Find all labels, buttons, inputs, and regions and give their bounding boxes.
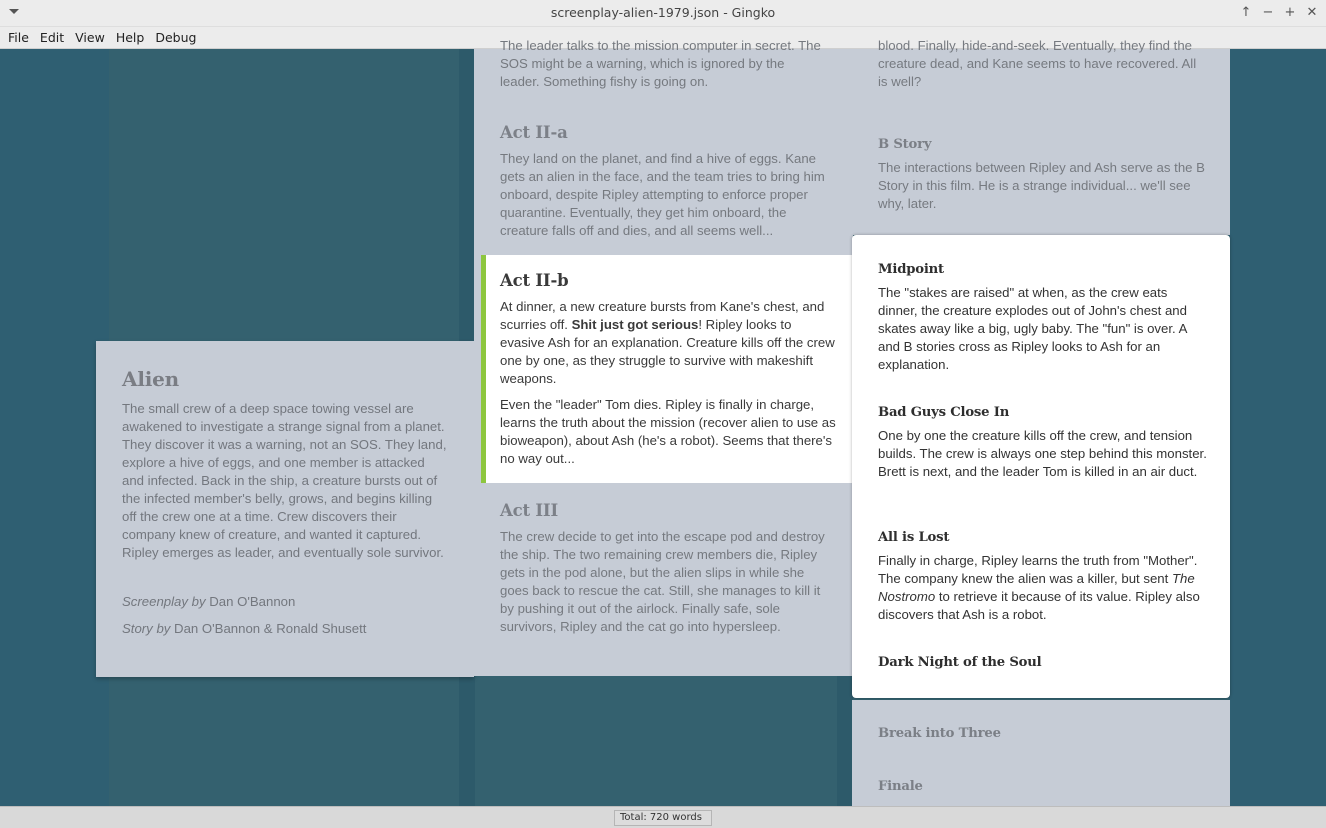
card-title: Alien [122, 367, 179, 391]
card-b-story[interactable] [878, 137, 1206, 213]
credit-label: Screenplay by [122, 594, 206, 609]
text-run: At dinner, a new creature bursts from Kane's chest, and scurries off. [500, 299, 825, 332]
card-body: They land on the planet, and find a hive of eggs. Kane gets an alien in the face, and the team tries to bring him onboard, despite Ripley attempting to enforce proper quarantine. Eventually, they get him onboard, the creature falls off and dies, and all seems well... [500, 151, 825, 238]
column-beats-top [852, 38, 1230, 235]
card-body: The interactions between Ripley and Ash serve as the B Story in this film. He is a strange individual... we'll see why, later. [878, 160, 1205, 211]
menu-debug[interactable]: Debug [155, 30, 197, 45]
column-beats-bottom [852, 700, 1230, 806]
card-title: All is Lost [878, 530, 950, 545]
card-body [878, 552, 1208, 624]
keep-above-icon[interactable]: ↑ [1240, 5, 1252, 20]
card-root-alien[interactable] [96, 341, 474, 677]
card-act-3[interactable] [500, 501, 826, 636]
card-body: One by one the creature kills off the crew, and tension builds. The crew is always one step behind this monster. Brett is next, and the leader Tom is killed in an air duct. [878, 428, 1207, 479]
window-controls [1238, 4, 1320, 22]
maximize-icon[interactable]: + [1284, 5, 1296, 20]
title-bar [0, 0, 1326, 27]
card-title: Act III [500, 501, 558, 520]
credit-story [122, 620, 448, 638]
menu-view[interactable]: View [75, 30, 105, 45]
text-run: to retrieve it because of its value. Ripley also discovers that Ash is a robot. [878, 589, 1200, 622]
card-title: Act II-b [500, 271, 569, 290]
card-body: The crew decide to get into the escape pod and destroy the ship. The two remaining crew members die, Ripley gets in the pod alone, but the alien slips in while she goes back to rescue the cat. Still, she manages to kill it by pushing it out of the airlock. Finally safe, sole survivors, Ripley and the cat go into hypersleep. [500, 529, 825, 634]
card-body: blood. Finally, hide-and-seek. Eventually, they find the creature dead, and Kane seems to have recovered. All is well? [878, 38, 1197, 89]
italic-text: The Nostromo [878, 571, 1195, 604]
card-title: Break into Three [878, 726, 1001, 741]
card-act-2b-active[interactable] [481, 255, 853, 483]
card-finale[interactable] [878, 779, 1206, 801]
card-act-2a[interactable] [500, 123, 826, 240]
minimize-icon[interactable]: − [1262, 5, 1274, 20]
card-title: Dark Night of the Soul [878, 655, 1042, 670]
card-title: B Story [878, 137, 932, 152]
text-run: Finally in charge, Ripley learns the truth from "Mother". The company knew the alien was a killer, but sent [878, 553, 1198, 586]
card-body: The leader talks to the mission computer in secret. The SOS might be a warning, which is ignored by the leader. Something fishy is going on. [500, 38, 821, 89]
card-bad-guys-close-in[interactable] [878, 405, 1208, 481]
card-body-paragraph-1 [500, 298, 839, 388]
status-bar [0, 806, 1326, 828]
close-icon[interactable]: ✕ [1306, 5, 1318, 20]
credit-label: Story by [122, 621, 171, 636]
tree-workspace[interactable] [1, 38, 1325, 806]
word-count: Total: 720 words [614, 810, 712, 826]
card-dark-night-of-the-soul[interactable] [878, 655, 1208, 677]
card-body: The small crew of a deep space towing vessel are awakened to investigate a strange signal from a planet. They discover it was a warning, not an SOS. They land, explore a hive of eggs, and one member is attacked and infected. Back in the ship, a creature bursts out of the infected member's belly, grows, and begins killing off the crew one at a time. Crew discovers their company knew of creature, and wanted it captured. Ripley emerges as leader, and eventually sole survivor. [122, 401, 447, 560]
bold-text: Shit just got serious [571, 317, 699, 332]
menu-file[interactable]: File [8, 30, 29, 45]
card-title: Act II-a [500, 123, 568, 142]
credit-names: Dan O'Bannon & Ronald Shusett [170, 621, 367, 636]
credit-screenplay [122, 593, 448, 611]
card-break-into-three[interactable] [878, 726, 1206, 748]
card-act-1[interactable] [500, 37, 826, 91]
window-title: screenplay-alien-1979.json - Gingko [550, 5, 776, 20]
card-title: Bad Guys Close In [878, 405, 1010, 420]
card-title: Midpoint [878, 262, 944, 277]
card-midpoint[interactable] [878, 262, 1208, 374]
card-title: Finale [878, 779, 923, 794]
card-body: The "stakes are raised" at when, as the crew eats dinner, the creature explodes out of John's chest and skates away like a big, ugly baby. The "fun" is over. A and B stories cross as Ripley looks to Ash for an explanation. [878, 285, 1187, 372]
menu-help[interactable]: Help [115, 30, 145, 45]
card-fun-and-games[interactable] [878, 37, 1206, 91]
card-all-is-lost[interactable] [878, 530, 1208, 624]
card-body-paragraph-2: Even the "leader" Tom dies. Ripley is finally in charge, learns the truth about the mission (recover alien to use as bioweapon), about Ash (he's a robot). Seems that there's no way out... [500, 397, 836, 466]
text-run: ! Ripley looks to evasive Ash for an explanation. Creature kills off the crew one by one, as they struggle to survive with makeshift weapons. [500, 317, 835, 386]
credit-names: Dan O'Bannon [205, 594, 296, 609]
menu-edit[interactable]: Edit [39, 30, 65, 45]
column-beats-active-group [852, 235, 1230, 698]
